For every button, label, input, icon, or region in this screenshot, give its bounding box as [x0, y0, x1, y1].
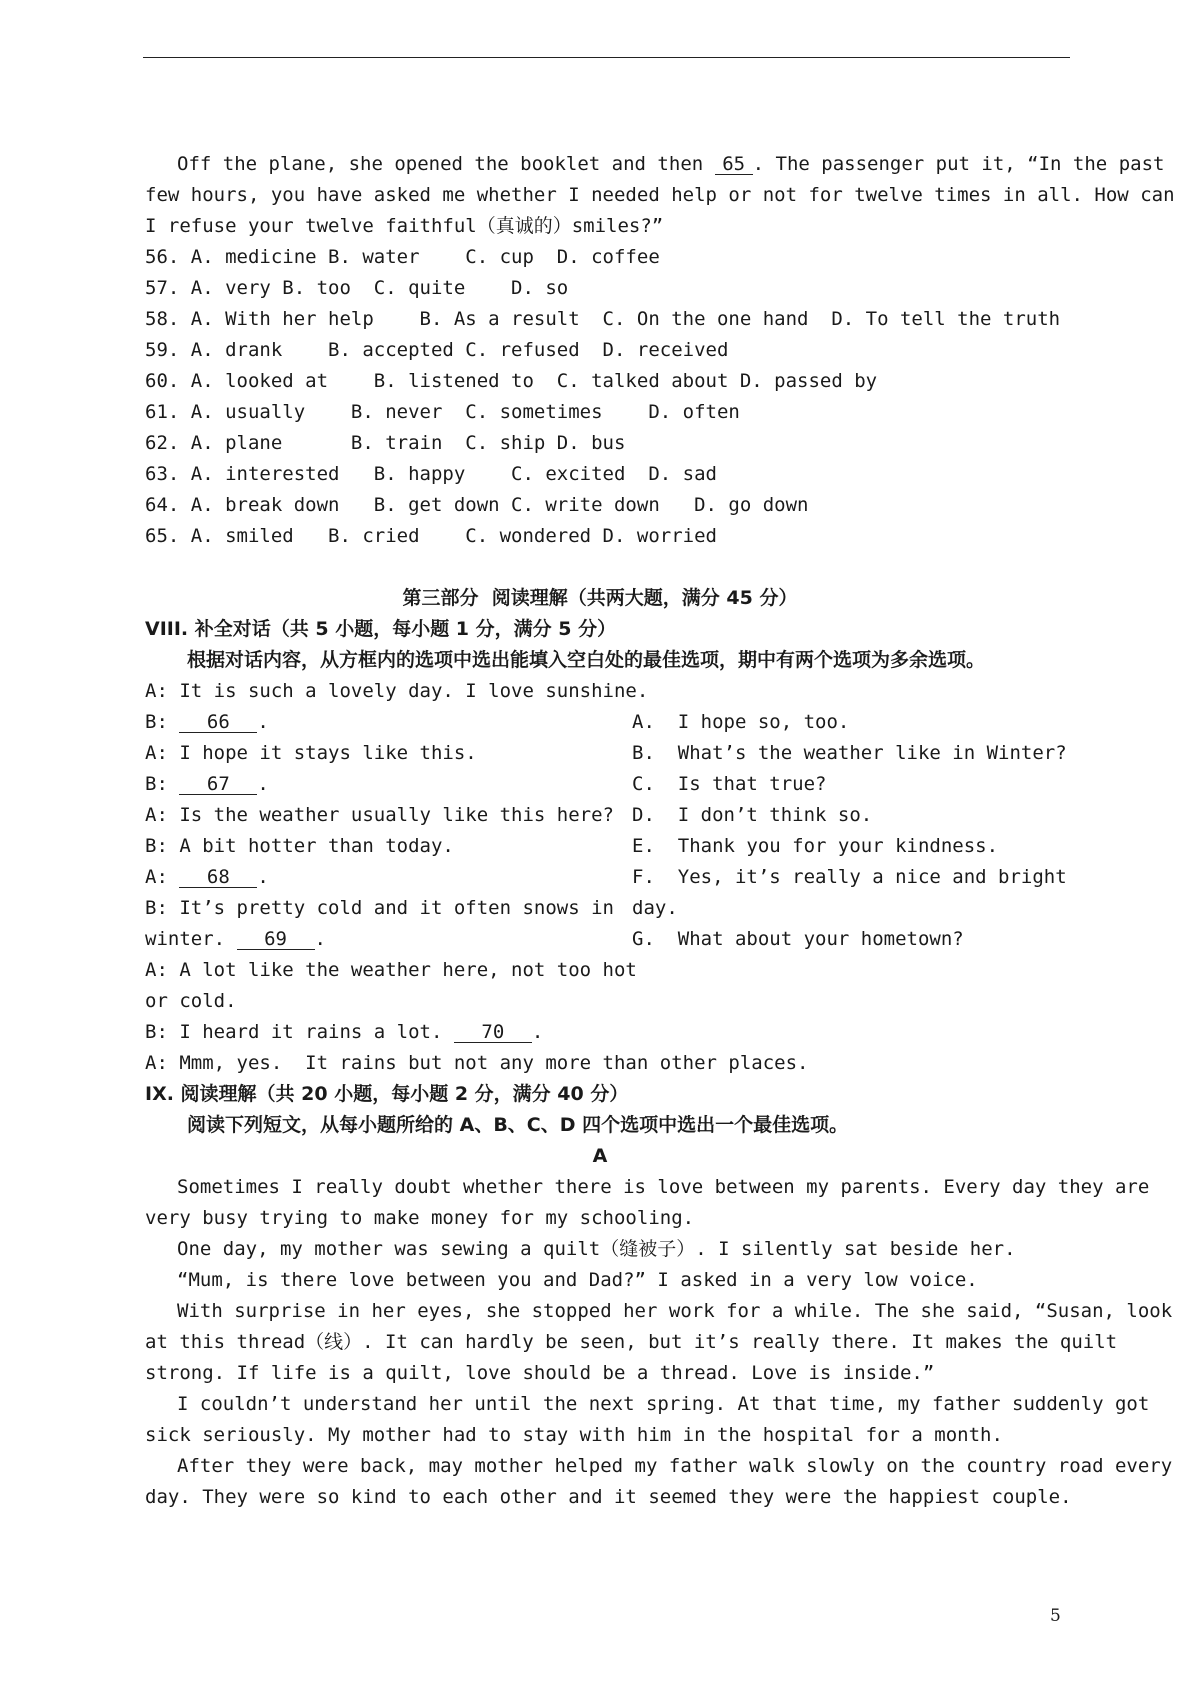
passage-line: Off the plane, she opened the booklet and then 65 . The passenger put it, “In the past — [177, 153, 1165, 175]
question-item: 56. A. medicine B. water C. cup D. coffee — [145, 246, 660, 268]
section-instruction: 阅读下列短文，从每小题所给的 A、B、C、D 四个选项中选出一个最佳选项。 — [187, 1114, 849, 1136]
blank-66: 66 — [179, 712, 257, 733]
question-item: 62. A. plane B. train C. ship D. bus — [145, 432, 626, 454]
passage-line: day. They were so kind to each other and it seemed they were the happiest couple. — [145, 1486, 1072, 1508]
question-item: 59. A. drank B. accepted C. refused D. received — [145, 339, 729, 361]
dialogue-line: B: 66 . — [145, 711, 269, 733]
passage-line: I refuse your twelve faithful（真诚的）smiles?” — [145, 215, 664, 237]
dialogue-line: B: A bit hotter than today. — [145, 835, 454, 857]
option-item: day. — [632, 897, 678, 919]
question-item: 65. A. smiled B. cried C. wondered D. worried — [145, 525, 717, 547]
option-item: B. What’s the weather like in Winter? — [632, 742, 1067, 764]
dialogue-line: A: Mmm, yes. It rains but not any more than other places. — [145, 1052, 809, 1074]
dialogue-line: B: 67 . — [145, 773, 269, 795]
section-instruction: 根据对话内容，从方框内的选项中选出能填入空白处的最佳选项，期中有两个选项为多余选项。 — [187, 649, 986, 671]
dialogue-line: B: It’s pretty cold and it often snows in — [145, 897, 614, 919]
question-item: 57. A. very B. too C. quite D. so — [145, 277, 569, 299]
dialogue-line: A: It is such a lovely day. I love sunshine. — [145, 680, 649, 702]
blank-68: 68 — [179, 867, 257, 888]
dialogue-line: B: I heard it rains a lot. 70 . — [145, 1021, 544, 1043]
blank-69: 69 — [237, 929, 315, 950]
passage-line: very busy trying to make money for my schooling. — [145, 1207, 695, 1229]
blank-65: 65 — [715, 154, 753, 175]
passage-line: Sometimes I really doubt whether there is love between my parents. Every day they are — [177, 1176, 1150, 1198]
passage-line: few hours, you have asked me whether I needed help or not for twelve times in all. How can — [145, 184, 1175, 206]
blank-70: 70 — [454, 1022, 532, 1043]
passage-line: I couldn’t understand her until the next spring. At that time, my father suddenly got — [177, 1393, 1150, 1415]
option-item: A. I hope so, too. — [632, 711, 850, 733]
section-title: IX. 阅读理解（共 20 小题，每小题 2 分，满分 40 分） — [145, 1083, 629, 1105]
passage-line: sick seriously. My mother had to stay with him in the hospital for a month. — [145, 1424, 1003, 1446]
passage-line: strong. If life is a quilt, love should be a thread. Love is inside.” — [145, 1362, 935, 1384]
option-item: E. Thank you for your kindness. — [632, 835, 999, 857]
option-item: D. I don’t think so. — [632, 804, 873, 826]
passage-label: A — [592, 1145, 608, 1167]
option-item: F. Yes, it’s really a nice and bright — [632, 866, 1067, 888]
section-title: VIII. 补全对话（共 5 小题，每小题 1 分，满分 5 分） — [145, 618, 617, 640]
part-title: 第三部分 阅读理解（共两大题，满分 45 分） — [402, 587, 798, 609]
question-item: 64. A. break down B. get down C. write down D. go down — [145, 494, 809, 516]
passage-line: “Mum, is there love between you and Dad?” I asked in a very low voice. — [177, 1269, 978, 1291]
option-item: C. Is that true? — [632, 773, 827, 795]
dialogue-line: or cold. — [145, 990, 237, 1012]
dialogue-line: A: Is the weather usually like this here? — [145, 804, 614, 826]
dialogue-line: winter. 69 . — [145, 928, 326, 950]
dialogue-line: A: 68 . — [145, 866, 269, 888]
passage-line: With surprise in her eyes, she stopped her work for a while. The she said, “Susan, look — [177, 1300, 1173, 1322]
question-item: 58. A. With her help B. As a result C. On the one hand D. To tell the truth — [145, 308, 1061, 330]
passage-line: at this thread（线）. It can hardly be seen, but it’s really there. It makes the quilt — [145, 1331, 1118, 1353]
page-number: 5 — [1050, 1606, 1061, 1626]
question-item: 60. A. looked at B. listened to C. talked about D. passed by — [145, 370, 878, 392]
passage-line: One day, my mother was sewing a quilt（缝被子）. I silently sat beside her. — [177, 1238, 1016, 1260]
question-item: 63. A. interested B. happy C. excited D. sad — [145, 463, 717, 485]
question-item: 61. A. usually B. never C. sometimes D. often — [145, 401, 740, 423]
header-rule — [143, 57, 1070, 58]
passage-line: After they were back, may mother helped my father walk slowly on the country road every — [177, 1455, 1173, 1477]
blank-67: 67 — [179, 774, 257, 795]
dialogue-line: A: I hope it stays like this. — [145, 742, 477, 764]
dialogue-line: A: A lot like the weather here, not too hot — [145, 959, 637, 981]
option-item: G. What about your hometown? — [632, 928, 964, 950]
